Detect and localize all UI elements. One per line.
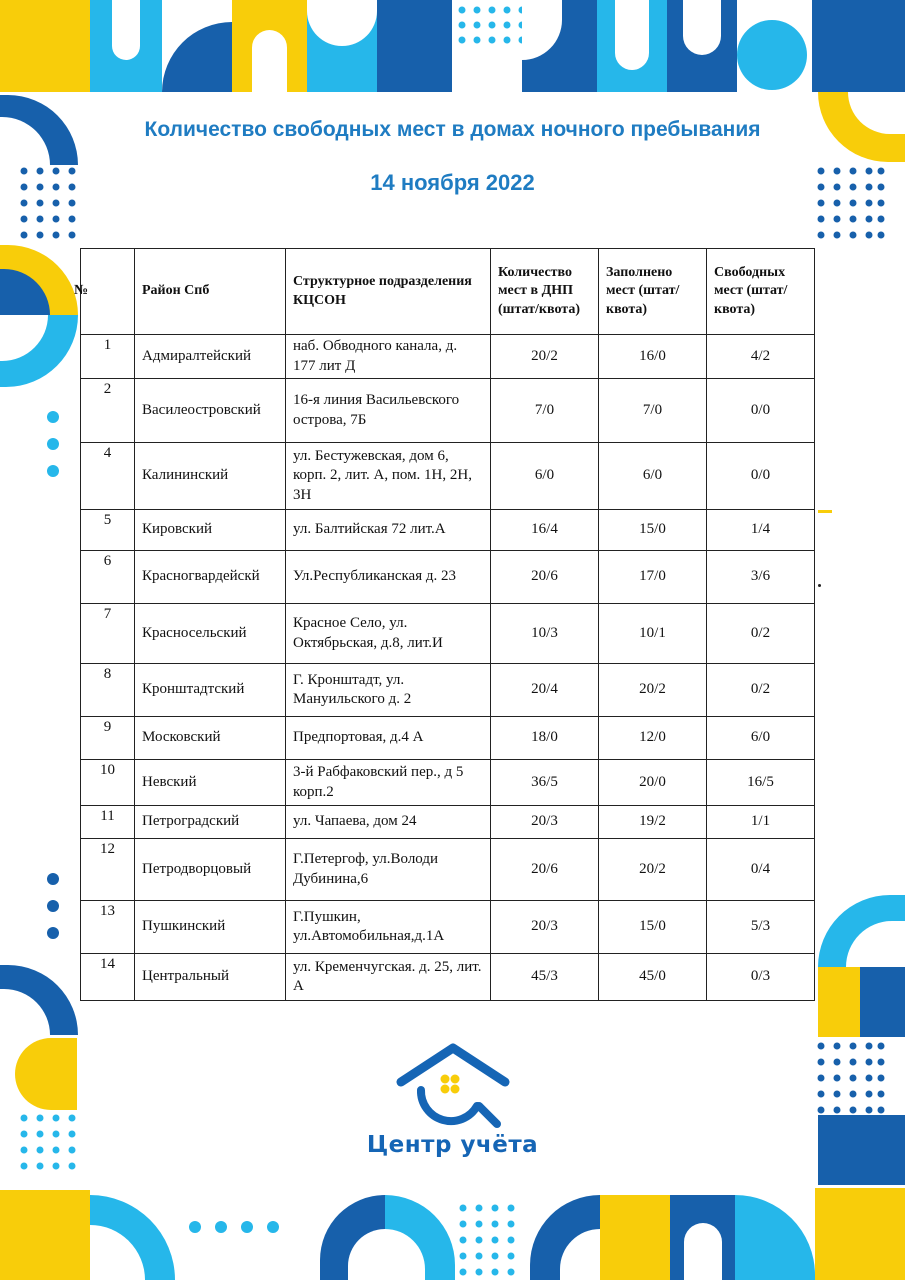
deco-shape <box>818 510 832 513</box>
table-row <box>81 760 815 806</box>
row-total: 45/3 <box>491 954 599 1001</box>
table-row <box>81 443 815 510</box>
deco-dots <box>46 872 60 942</box>
column-header-total: Количество мест в ДНП (штат/квота) <box>491 249 599 335</box>
row-total: 7/0 <box>491 379 599 443</box>
row-number: 14 <box>81 954 135 1001</box>
row-filled: 6/0 <box>599 443 707 510</box>
deco-dots <box>455 1200 525 1280</box>
row-number: 11 <box>81 806 135 839</box>
deco-dots <box>46 410 60 480</box>
row-district: Кировский <box>135 510 286 551</box>
deco-shape <box>530 1195 600 1280</box>
row-filled: 17/0 <box>599 551 707 604</box>
row-free: 6/0 <box>707 717 815 760</box>
deco-dots <box>815 1040 887 1115</box>
row-free: 0/4 <box>707 839 815 901</box>
deco-shape <box>818 895 905 967</box>
row-free: 5/3 <box>707 901 815 954</box>
row-total: 20/4 <box>491 664 599 717</box>
deco-shape <box>735 1195 815 1280</box>
row-district: Кронштадтский <box>135 664 286 717</box>
row-filled: 19/2 <box>599 806 707 839</box>
row-address: Красное Село, ул. Октябрьская, д.8, лит.И <box>286 604 491 664</box>
page-title: Количество свободных мест в домах ночного пребывания <box>144 118 761 141</box>
deco-shape <box>600 1195 670 1280</box>
deco-dots <box>18 1112 78 1184</box>
deco-shape <box>818 967 905 1037</box>
row-filled: 12/0 <box>599 717 707 760</box>
row-filled: 16/0 <box>599 335 707 379</box>
row-free: 4/2 <box>707 335 815 379</box>
row-filled: 15/0 <box>599 510 707 551</box>
deco-shape <box>232 0 307 92</box>
deco-shape <box>818 1115 905 1185</box>
row-number: 10 <box>81 760 135 806</box>
column-header-district: Район Спб <box>135 249 286 335</box>
row-total: 36/5 <box>491 760 599 806</box>
row-number: 9 <box>81 717 135 760</box>
row-filled: 7/0 <box>599 379 707 443</box>
row-number: 7 <box>81 604 135 664</box>
deco-shape <box>0 965 78 1035</box>
row-number: 4 <box>81 443 135 510</box>
row-free: 0/0 <box>707 379 815 443</box>
deco-shape <box>737 20 807 90</box>
row-address: ул. Балтийская 72 лит.А <box>286 510 491 551</box>
row-address: 16-я линия Васильевского острова, 7Б <box>286 379 491 443</box>
shelter-table <box>74 248 815 1001</box>
row-address: Г.Петергоф, ул.Володи Дубинина,6 <box>286 839 491 901</box>
deco-shape <box>0 0 90 92</box>
row-number: 1 <box>81 335 135 379</box>
row-district: Петроградский <box>135 806 286 839</box>
row-free: 0/2 <box>707 604 815 664</box>
row-district: Пушкинский <box>135 901 286 954</box>
deco-shape <box>15 1038 77 1110</box>
row-free: 0/2 <box>707 664 815 717</box>
deco-shape <box>90 0 162 92</box>
table-row <box>81 901 815 954</box>
deco-shape <box>670 1195 735 1280</box>
row-address: Г.Пушкин, ул.Автомобильная,д.1А <box>286 901 491 954</box>
row-district: Калининский <box>135 443 286 510</box>
column-header-unit: Структурное подразделения КЦСОН <box>286 249 491 335</box>
row-district: Адмиралтейский <box>135 335 286 379</box>
deco-shape <box>320 1195 385 1280</box>
row-filled: 10/1 <box>599 604 707 664</box>
row-address: Предпортовая, д.4 А <box>286 717 491 760</box>
row-filled: 20/2 <box>599 664 707 717</box>
column-header-number: № <box>81 249 135 335</box>
house-magnifier-icon <box>393 1040 513 1132</box>
table-row <box>81 335 815 379</box>
row-total: 20/2 <box>491 335 599 379</box>
row-total: 20/6 <box>491 551 599 604</box>
column-header-filled: Заполнено мест (штат/квота) <box>599 249 707 335</box>
deco-dots <box>452 0 530 60</box>
row-free: 0/0 <box>707 443 815 510</box>
table-row <box>81 806 815 839</box>
row-free: 0/3 <box>707 954 815 1001</box>
row-number: 13 <box>81 901 135 954</box>
row-free: 1/1 <box>707 806 815 839</box>
row-number: 8 <box>81 664 135 717</box>
row-district: Московский <box>135 717 286 760</box>
row-filled: 45/0 <box>599 954 707 1001</box>
row-address: Г. Кронштадт, ул. Мануильского д. 2 <box>286 664 491 717</box>
row-total: 10/3 <box>491 604 599 664</box>
table-row <box>81 604 815 664</box>
deco-shape <box>162 22 232 92</box>
row-free: 1/4 <box>707 510 815 551</box>
deco-shape <box>667 0 737 92</box>
row-district: Василеостровский <box>135 379 286 443</box>
row-filled: 15/0 <box>599 901 707 954</box>
row-district: Невский <box>135 760 286 806</box>
row-number: 2 <box>81 379 135 443</box>
table-row <box>81 510 815 551</box>
deco-shape <box>377 0 452 92</box>
row-district: Центральный <box>135 954 286 1001</box>
row-total: 20/3 <box>491 806 599 839</box>
deco-shape <box>812 0 905 92</box>
deco-dots <box>185 1212 280 1242</box>
deco-shape <box>307 0 377 92</box>
logo-text: Центр учёта <box>366 1132 539 1158</box>
row-address: ул. Кременчугская. д. 25, лит. А <box>286 954 491 1001</box>
table-row <box>81 664 815 717</box>
deco-shape <box>90 1195 175 1280</box>
row-total: 18/0 <box>491 717 599 760</box>
row-address: ул. Бестужевская, дом 6, корп. 2, лит. А, пом. 1Н, 2Н, 3Н <box>286 443 491 510</box>
table-row <box>81 717 815 760</box>
row-number: 12 <box>81 839 135 901</box>
row-district: Красногвардейскй <box>135 551 286 604</box>
column-header-free: Свободных мест (штат/квота) <box>707 249 815 335</box>
row-number: 6 <box>81 551 135 604</box>
row-filled: 20/0 <box>599 760 707 806</box>
table-row <box>81 379 815 443</box>
row-district: Петродворцовый <box>135 839 286 901</box>
deco-shape <box>0 1190 90 1280</box>
deco-shape <box>0 245 78 315</box>
row-free: 16/5 <box>707 760 815 806</box>
table-header-row <box>81 249 815 335</box>
row-total: 20/6 <box>491 839 599 901</box>
row-free: 3/6 <box>707 551 815 604</box>
deco-shape <box>815 1188 905 1280</box>
row-filled: 20/2 <box>599 839 707 901</box>
table-row <box>81 954 815 1001</box>
row-address: Ул.Республиканская д. 23 <box>286 551 491 604</box>
deco-shape <box>0 315 78 387</box>
deco-shape <box>818 584 821 587</box>
page-date: 14 ноября 2022 <box>370 170 535 195</box>
row-total: 20/3 <box>491 901 599 954</box>
table-row <box>81 839 815 901</box>
row-district: Красносельский <box>135 604 286 664</box>
row-total: 6/0 <box>491 443 599 510</box>
deco-shape <box>597 0 667 92</box>
table-row <box>81 551 815 604</box>
row-total: 16/4 <box>491 510 599 551</box>
row-address: ул. Чапаева, дом 24 <box>286 806 491 839</box>
row-address: 3-й Рабфаковский пер., д 5 корп.2 <box>286 760 491 806</box>
deco-shape <box>522 0 597 92</box>
deco-shape <box>385 1195 455 1280</box>
row-address: наб. Обводного канала, д. 177 лит Д <box>286 335 491 379</box>
row-number: 5 <box>81 510 135 551</box>
